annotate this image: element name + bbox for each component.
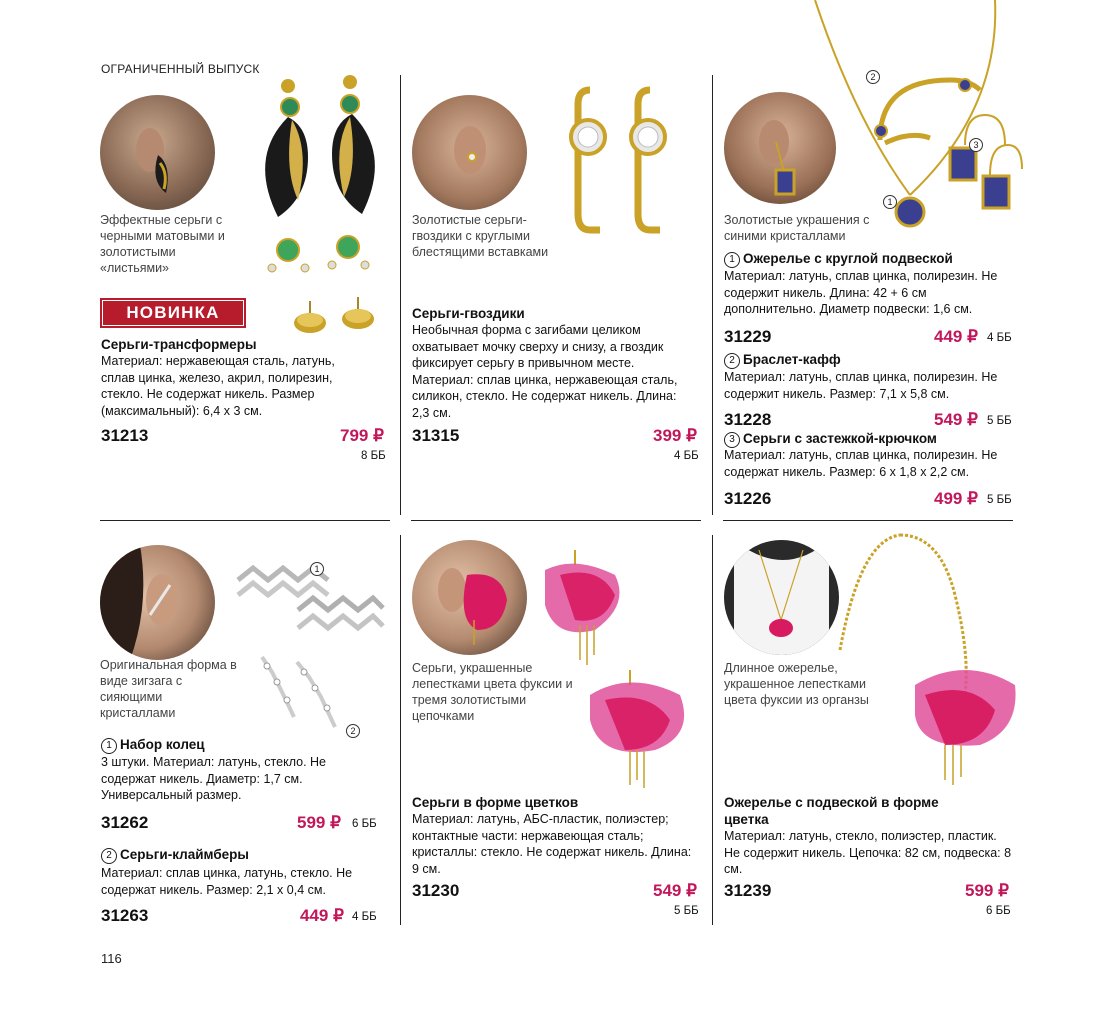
product-title: Ожерелье с подвеской в форме цветка bbox=[724, 795, 939, 827]
product-caption: Оригинальная форма в виде зигзага с сияющими кристаллами bbox=[100, 658, 237, 720]
product-title: Серьги в форме цветков bbox=[412, 795, 579, 810]
product-caption: Золотистые украшения с синими кристаллами bbox=[724, 213, 870, 243]
product-points: 8 ББ bbox=[361, 450, 386, 462]
column-divider bbox=[400, 75, 401, 515]
product-price: 799 ₽ bbox=[340, 426, 384, 445]
section-header: ОГРАНИЧЕННЫЙ ВЫПУСК bbox=[101, 62, 260, 76]
model-photo bbox=[412, 540, 527, 655]
product-description: Материал: латунь, сплав цинка, полирезин. Не содержит никель. Длина: 42 + 6 см дополнительно. Диаметр подвески: 1,6 см. bbox=[724, 269, 998, 316]
product-description: Материал: латунь, сплав цинка, полирезин. Не содержит никель. Размер: 7,1 x 5,8 см. bbox=[724, 370, 998, 401]
product-description: Материал: латунь, стекло, полиэстер, пластик. Не содержит никель. Цепочка: 82 см, подвеска: 8 см. bbox=[724, 829, 1012, 876]
row-divider bbox=[723, 520, 1013, 521]
zigzag-rings-image bbox=[228, 550, 388, 650]
product-price: 549 ₽ bbox=[653, 881, 697, 900]
product-price: 599 ₽ bbox=[965, 881, 1009, 900]
product-title: 1 Ожерелье с круглой подвеской bbox=[724, 250, 953, 268]
marker-2: 2 bbox=[346, 724, 360, 738]
product-caption: Эффектные серьги с черными матовыми и золотистыми «листьями» bbox=[100, 213, 225, 275]
product-description: 3 штуки. Материал: латунь, стекло. Не содержат никель. Диаметр: 1,7 см. Универсальный размер. bbox=[101, 755, 327, 802]
product-price: 399 ₽ bbox=[653, 426, 697, 445]
marker-2: 1 bbox=[883, 195, 897, 209]
product-title: Серьги-гвоздики bbox=[412, 306, 525, 321]
page-number: 116 bbox=[101, 951, 122, 966]
model-photo bbox=[412, 95, 527, 210]
product-price: 449 ₽ bbox=[934, 327, 978, 346]
product-caption: Серьги, украшенные лепестками цвета фуксии и тремя золотистыми цепочками bbox=[412, 661, 573, 723]
model-photo bbox=[724, 540, 839, 655]
product-code: 31239 bbox=[724, 881, 772, 900]
marker-3: 3 bbox=[969, 138, 983, 152]
product-points: 6 ББ bbox=[352, 818, 377, 830]
column-divider bbox=[400, 535, 401, 925]
leaf-earrings-image bbox=[250, 72, 390, 287]
product-description: Материал: латунь, сплав цинка, полирезин. Не содержат никель. Размер: 6 x 1,8 x 2,2 см. bbox=[724, 448, 998, 479]
column-divider bbox=[712, 535, 713, 925]
column-divider bbox=[712, 75, 713, 515]
stud-earrings-image bbox=[288, 295, 383, 340]
product-title: 1 Набор колец bbox=[101, 736, 205, 754]
product-price: 499 ₽ bbox=[934, 489, 978, 508]
product-description: Материал: нержавеющая сталь, латунь, сплав цинка, железо, акрил, полирезин, стекло. Не содержат никель. Размер (максимальный): 6,4 x 3 см. bbox=[101, 354, 335, 418]
product-code: 31229 bbox=[724, 327, 772, 346]
product-points: 5 ББ bbox=[987, 494, 1012, 506]
marker-1: 2 bbox=[866, 70, 880, 84]
product-points: 4 ББ bbox=[987, 332, 1012, 344]
product-points: 5 ББ bbox=[987, 415, 1012, 427]
product-description: Необычная форма с загибами целиком охватывает мочку сверху и снизу, а гвоздик фиксирует серьгу в привычном месте. Материал: сплав цинка, нержавеющая сталь, силикон, стекло. Не содержат никель. Длина: 2,3 см. bbox=[412, 323, 678, 420]
product-description: Материал: сплав цинка, латунь, стекло. Не содержат никель. Размер: 2,1 x 0,4 см. bbox=[101, 866, 353, 897]
product-points: 6 ББ bbox=[986, 905, 1011, 917]
product-title: 3 Серьги с застежкой-крючком bbox=[724, 430, 937, 448]
product-caption: Длинное ожерелье, украшенное лепестками цвета фуксии из органзы bbox=[724, 661, 869, 707]
product-points: 4 ББ bbox=[674, 450, 699, 462]
product-code: 31226 bbox=[724, 489, 772, 508]
product-points: 5 ББ bbox=[674, 905, 699, 917]
blue-crystal-set-image bbox=[805, 0, 1025, 245]
product-description: Материал: латунь, АБС-пластик, полиэстер; контактные части: нержавеющая сталь; кристаллы: стекло. Не содержат никель. Длина: 9 см. bbox=[412, 812, 692, 876]
row-divider bbox=[100, 520, 390, 521]
product-code: 31263 bbox=[101, 906, 149, 925]
product-code: 31228 bbox=[724, 410, 772, 429]
product-code: 31262 bbox=[101, 813, 149, 832]
stud-earrings-image bbox=[560, 82, 680, 247]
product-title: 2 Серьги-клаймберы bbox=[101, 846, 249, 864]
product-code: 31315 bbox=[412, 426, 460, 445]
product-code: 31230 bbox=[412, 881, 460, 900]
model-photo bbox=[100, 545, 215, 660]
model-photo bbox=[100, 95, 215, 210]
climber-earrings-image bbox=[252, 652, 352, 742]
product-price: 449 ₽ bbox=[300, 906, 344, 925]
marker-1: 1 bbox=[310, 562, 324, 576]
product-price: 599 ₽ bbox=[297, 813, 341, 832]
product-price: 549 ₽ bbox=[934, 410, 978, 429]
row-divider bbox=[411, 520, 701, 521]
product-title: 2 Браслет-кафф bbox=[724, 351, 841, 369]
product-caption: Золотистые серьги-гвоздики с круглыми блестящими вставками bbox=[412, 213, 549, 259]
new-badge: НОВИНКА bbox=[100, 298, 246, 328]
product-code: 31213 bbox=[101, 426, 149, 445]
product-title: Серьги-трансформеры bbox=[101, 337, 257, 352]
product-points: 4 ББ bbox=[352, 911, 377, 923]
